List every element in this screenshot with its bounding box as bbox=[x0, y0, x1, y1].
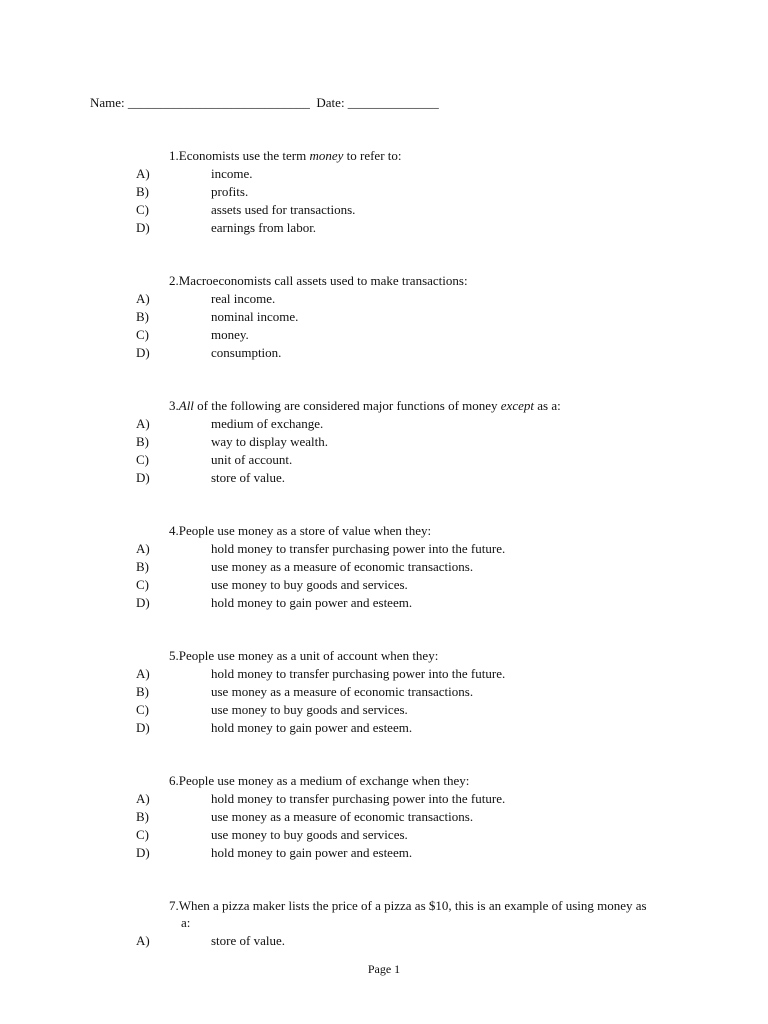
choice-letter: A) bbox=[136, 416, 150, 431]
choice-letter: B) bbox=[136, 559, 149, 574]
stem-text: People use money as a medium of exchange when they: bbox=[178, 773, 470, 788]
stem-text: Macroeconomists call assets used to make transactions: bbox=[178, 273, 468, 288]
question-number: 5. bbox=[169, 648, 179, 663]
choice-text: earnings from labor. bbox=[211, 220, 317, 235]
question-stem bbox=[169, 522, 729, 540]
choice-letter: A) bbox=[136, 541, 150, 556]
choice-text: use money to buy goods and services. bbox=[211, 577, 408, 592]
choice-letter: D) bbox=[136, 845, 150, 860]
choice-letter: D) bbox=[136, 720, 150, 735]
choice-letter: C) bbox=[136, 577, 149, 592]
choice-letter: C) bbox=[136, 827, 149, 842]
choice-letter: D) bbox=[136, 470, 150, 485]
choice-letter: C) bbox=[136, 327, 149, 342]
choice-text: hold money to transfer purchasing power into the future. bbox=[211, 791, 506, 806]
choice-text: nominal income. bbox=[211, 309, 299, 324]
stem-text: to refer to: bbox=[343, 148, 402, 163]
name-date-line: Name: ____________________________ Date: ______________ bbox=[90, 95, 439, 110]
question-number: 3. bbox=[169, 398, 179, 413]
choice-text: hold money to transfer purchasing power into the future. bbox=[211, 541, 506, 556]
stem-text: People use money as a store of value when they: bbox=[178, 523, 432, 538]
question-number: 7. bbox=[169, 898, 179, 913]
choice-text: use money to buy goods and services. bbox=[211, 702, 408, 717]
choice-text: medium of exchange. bbox=[211, 416, 324, 431]
choice-letter: B) bbox=[136, 184, 149, 199]
question-stem-continuation: a: bbox=[181, 915, 191, 930]
choice-text: profits. bbox=[211, 184, 249, 199]
choice-letter: C) bbox=[136, 452, 149, 467]
question-stem bbox=[169, 397, 729, 415]
choice-letter: C) bbox=[136, 202, 149, 217]
stem-text: Economists use the term bbox=[178, 148, 310, 163]
choice-text: hold money to gain power and esteem. bbox=[211, 845, 413, 860]
choice-text: hold money to gain power and esteem. bbox=[211, 595, 413, 610]
stem-text: When a pizza maker lists the price of a pizza as $10, this is an example of using money as bbox=[178, 898, 647, 913]
choice-text: unit of account. bbox=[211, 452, 293, 467]
choice-letter: B) bbox=[136, 434, 149, 449]
question-stem bbox=[169, 897, 759, 915]
question-stem bbox=[169, 272, 729, 290]
choice-letter: A) bbox=[136, 291, 150, 306]
choice-letter: D) bbox=[136, 220, 150, 235]
choice-text: store of value. bbox=[211, 933, 286, 948]
stem-emphasis: except bbox=[500, 398, 534, 413]
choice-letter: A) bbox=[136, 666, 150, 681]
question-number: 2. bbox=[169, 273, 179, 288]
choice-letter: B) bbox=[136, 809, 149, 824]
choice-text: use money to buy goods and services. bbox=[211, 827, 408, 842]
choice-letter: B) bbox=[136, 309, 149, 324]
stem-emphasis: money bbox=[309, 148, 344, 163]
choice-letter: A) bbox=[136, 791, 150, 806]
choice-text: assets used for transactions. bbox=[211, 202, 356, 217]
question-stem bbox=[169, 647, 729, 665]
choice-text: income. bbox=[211, 166, 253, 181]
choice-letter: A) bbox=[136, 166, 150, 181]
choice-text: way to display wealth. bbox=[211, 434, 328, 449]
choice-letter: A) bbox=[136, 933, 150, 948]
choice-text: use money as a measure of economic transactions. bbox=[211, 684, 474, 699]
choice-text: use money as a measure of economic transactions. bbox=[211, 809, 474, 824]
question-stem bbox=[169, 772, 729, 790]
page-number: Page 1 bbox=[367, 962, 401, 976]
stem-text: of the following are considered major functions of money bbox=[193, 398, 501, 413]
choice-text: hold money to transfer purchasing power into the future. bbox=[211, 666, 506, 681]
choice-text: money. bbox=[211, 327, 249, 342]
question-number: 6. bbox=[169, 773, 179, 788]
stem-text: as a: bbox=[533, 398, 561, 413]
choice-letter: B) bbox=[136, 684, 149, 699]
question-stem bbox=[169, 147, 729, 165]
question-number: 4. bbox=[169, 523, 179, 538]
choice-letter: D) bbox=[136, 595, 150, 610]
choice-text: consumption. bbox=[211, 345, 282, 360]
question-number: 1. bbox=[169, 148, 179, 163]
choice-text: hold money to gain power and esteem. bbox=[211, 720, 413, 735]
choice-text: store of value. bbox=[211, 470, 286, 485]
choice-letter: C) bbox=[136, 702, 149, 717]
choice-text: real income. bbox=[211, 291, 276, 306]
stem-text: People use money as a unit of account when they: bbox=[178, 648, 439, 663]
stem-emphasis: All bbox=[178, 398, 194, 413]
choice-text: use money as a measure of economic transactions. bbox=[211, 559, 474, 574]
choice-letter: D) bbox=[136, 345, 150, 360]
